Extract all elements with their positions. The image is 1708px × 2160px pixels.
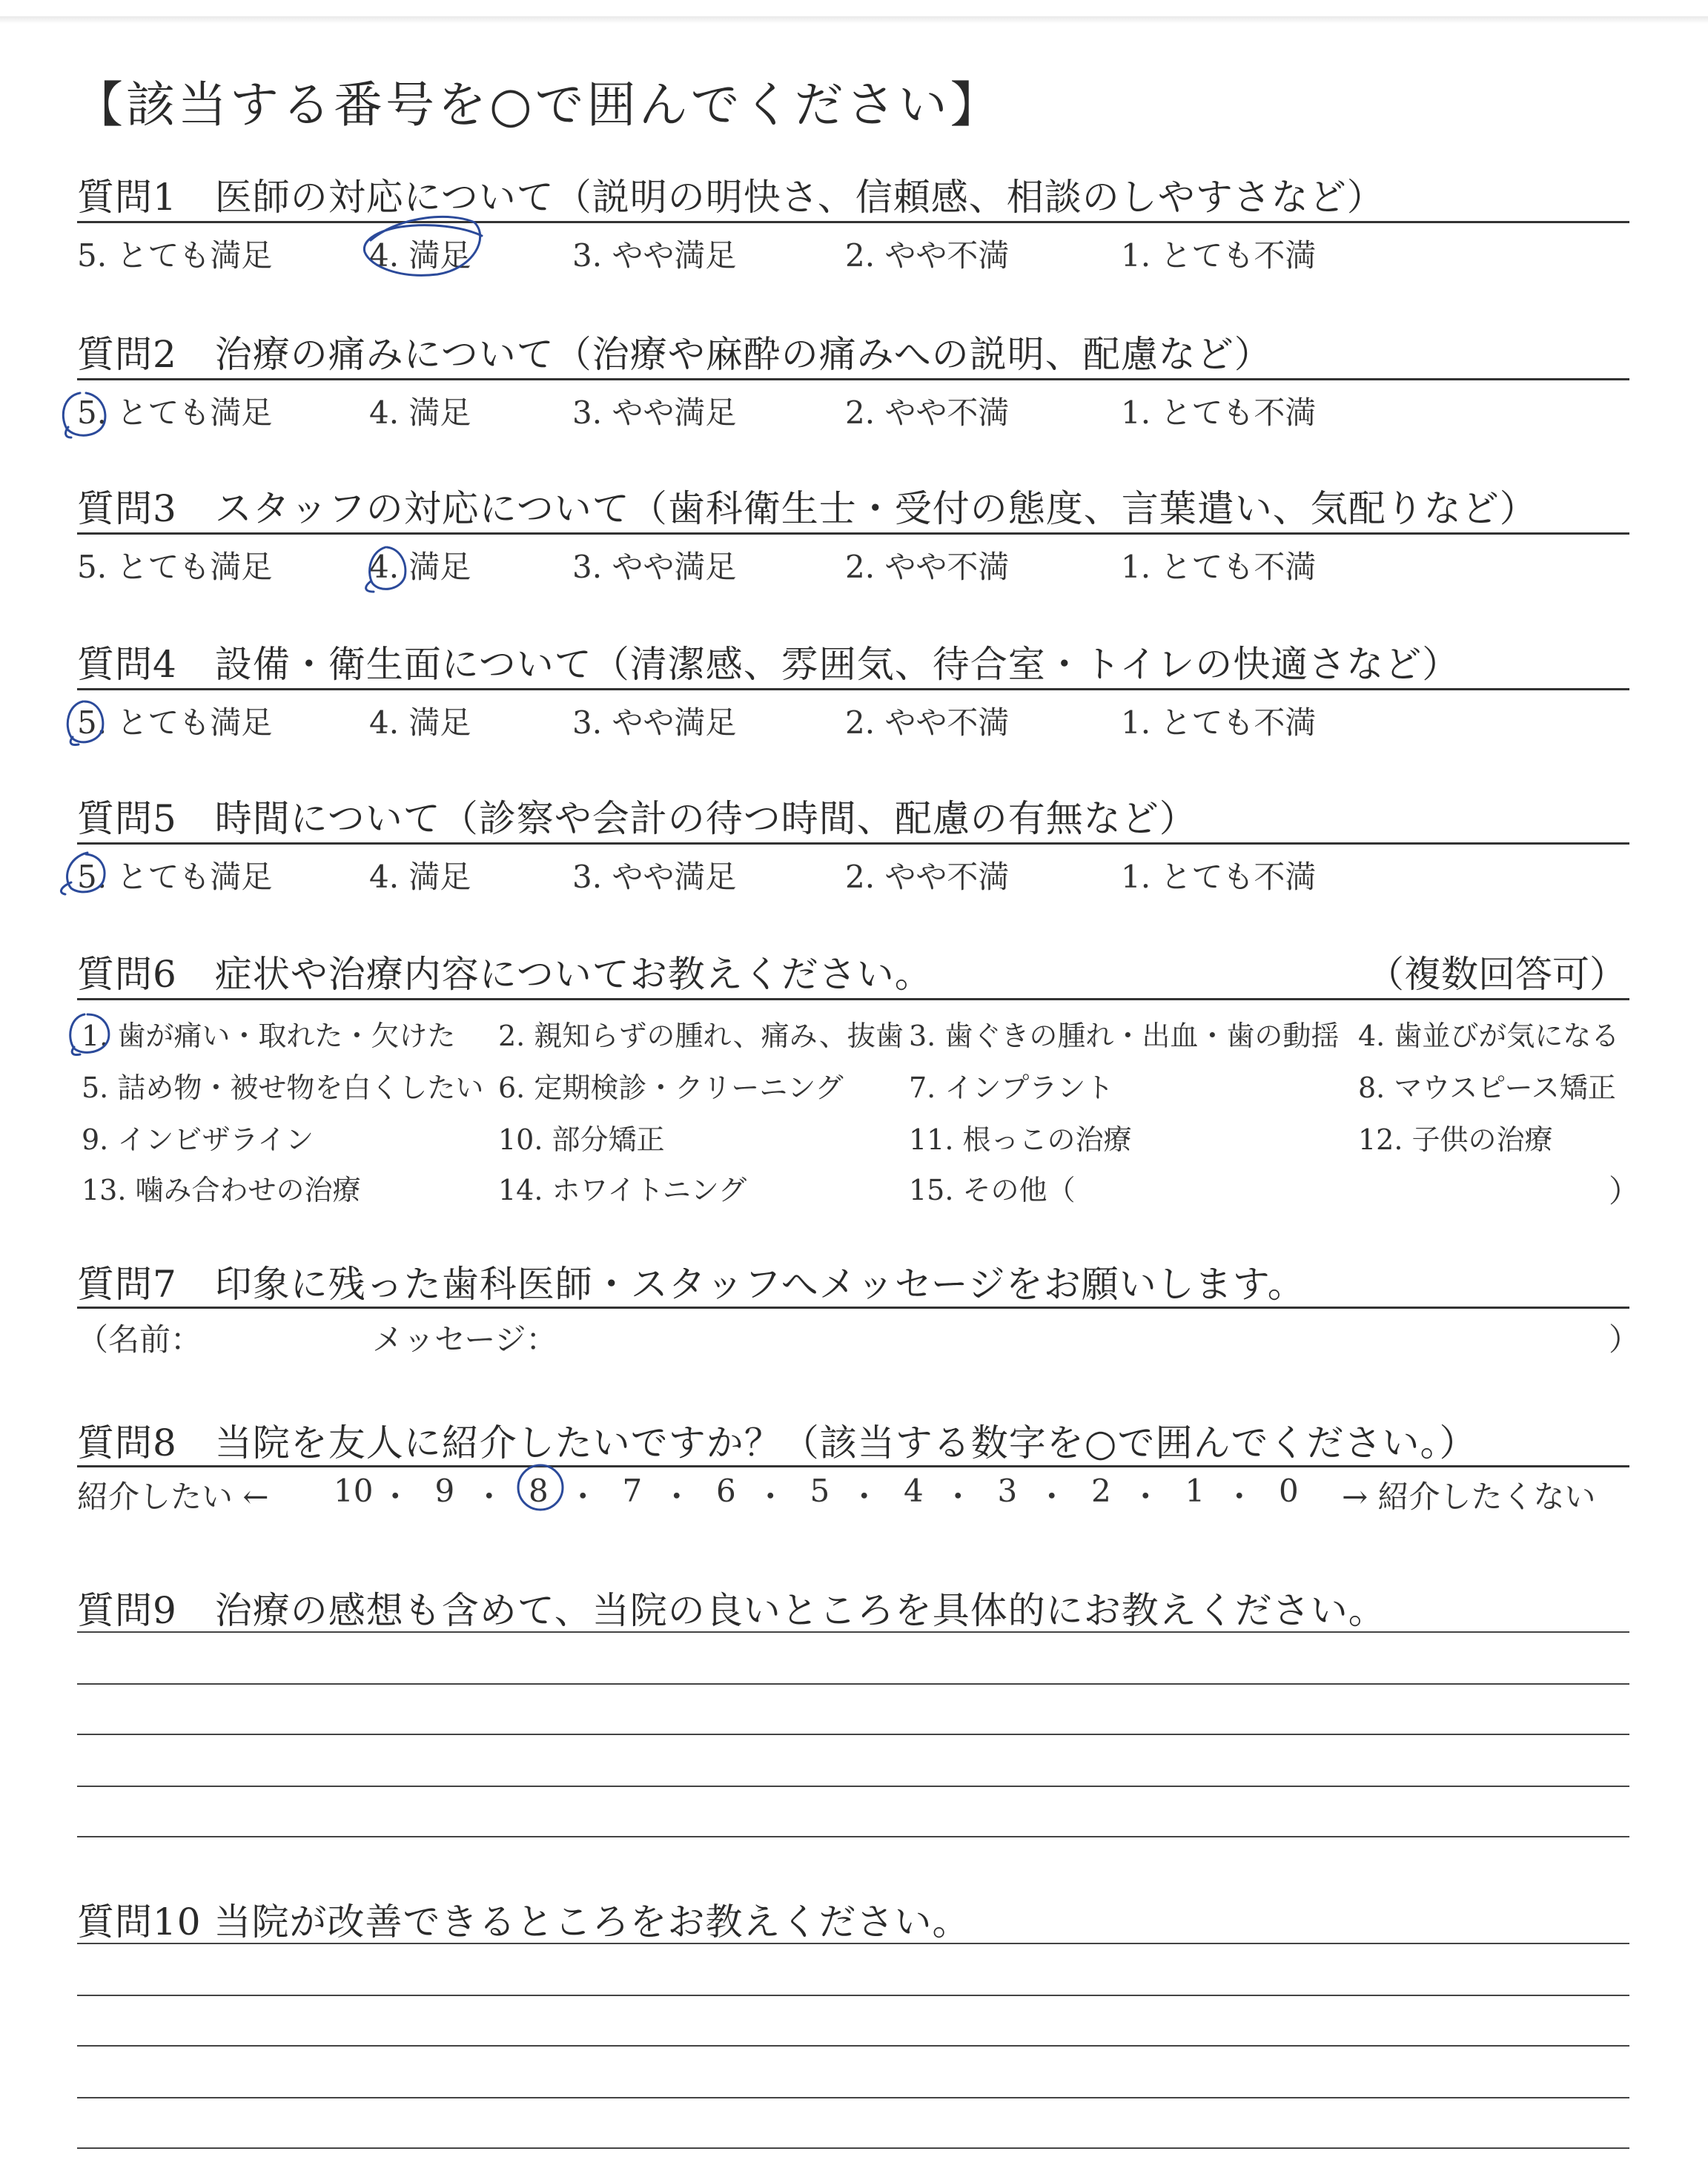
q4-option-3[interactable]: 3. やや満足 (572, 704, 737, 741)
q3-title: 質問3 スタッフの対応について（歯科衛生士・受付の態度、言葉遣い、気配りなど） (77, 487, 1537, 530)
q9-answer-line[interactable] (77, 1683, 1629, 1685)
q8-scale-7[interactable]: 7 (622, 1473, 643, 1509)
q7-name-label: （名前： (77, 1321, 202, 1358)
q5-option-4[interactable]: 4. 満足 (369, 859, 471, 895)
q5-option-5[interactable]: 5. とても満足 (77, 859, 273, 895)
q6-option-2[interactable]: 2. 親知らずの腫れ、痛み、抜歯 (498, 1020, 904, 1052)
q7-rule (77, 1307, 1629, 1309)
q7-message-label: メッセージ： (372, 1321, 557, 1358)
q3-option-2[interactable]: 2. やや不満 (845, 549, 1010, 585)
q2-option-4[interactable]: 4. 満足 (369, 394, 471, 431)
q4-rule (77, 688, 1629, 690)
q8-scale-2[interactable]: 2 (1091, 1473, 1111, 1509)
instruction-heading: 【該当する番号を○で囲んでください】 (74, 76, 1002, 133)
q8-scale-separator: ・ (473, 1479, 505, 1515)
q5-option-3[interactable]: 3. やや満足 (572, 859, 737, 895)
q6-title: 質問6 症状や治療内容についてお教えください。 (77, 953, 933, 996)
q3-rule (77, 532, 1629, 535)
q1-option-2[interactable]: 2. やや不満 (845, 237, 1010, 274)
q5-title: 質問5 時間について（診察や会計の待つ時間、配慮の有無など） (77, 797, 1197, 840)
q2-option-5[interactable]: 5. とても満足 (77, 394, 273, 431)
q2-option-1[interactable]: 1. とても不満 (1121, 394, 1317, 431)
q8-scale-0[interactable]: 0 (1279, 1473, 1299, 1509)
q2-rule (77, 378, 1629, 380)
q6-option-12[interactable]: 12. 子供の治療 (1358, 1123, 1553, 1156)
q5-option-1[interactable]: 1. とても不満 (1121, 859, 1317, 895)
q4-title: 質問4 設備・衛生面について（清潔感、雰囲気、待合室・トイレの快適さなど） (77, 643, 1460, 686)
q1-option-4[interactable]: 4. 満足 (369, 237, 471, 274)
q8-scale-separator: ・ (661, 1479, 692, 1515)
q10-title: 質問10 当院が改善できるところをお教えください。 (77, 1900, 970, 1943)
q8-scale-separator: ・ (755, 1479, 787, 1515)
q1-option-5[interactable]: 5. とても満足 (77, 237, 273, 274)
q6-option-6[interactable]: 6. 定期検診・クリーニング (498, 1071, 844, 1104)
q2-option-2[interactable]: 2. やや不満 (845, 394, 1010, 431)
q10-answer-line[interactable] (77, 1995, 1629, 1996)
q10-answer-line[interactable] (77, 2045, 1629, 2047)
q8-scale-separator: ・ (1036, 1479, 1068, 1515)
q8-scale-10[interactable]: 10 (334, 1473, 374, 1509)
q8-scale-separator: ・ (942, 1479, 974, 1515)
q6-option-3[interactable]: 3. 歯ぐきの腫れ・出血・歯の動揺 (909, 1020, 1340, 1052)
q5-option-2[interactable]: 2. やや不満 (845, 859, 1010, 895)
q6-option-9[interactable]: 9. インビザライン (82, 1123, 314, 1156)
q9-answer-line[interactable] (77, 1786, 1629, 1787)
q7-close-paren: ） (1609, 1321, 1641, 1358)
q8-scale-separator: ・ (1130, 1479, 1162, 1515)
q8-scale-separator: ・ (848, 1479, 880, 1515)
q8-scale-9[interactable]: 9 (434, 1473, 455, 1509)
q8-scale-separator: ・ (1223, 1479, 1255, 1515)
q6-option-15[interactable]: 15. その他（ (909, 1174, 1076, 1206)
q1-title: 質問1 医師の対応について（説明の明快さ、信頼感、相談のしやすさなど） (77, 176, 1385, 219)
q6-option-1[interactable]: 1. 歯が痛い・取れた・欠けた (82, 1020, 456, 1052)
q8-scale-separator: ・ (567, 1479, 599, 1515)
q1-option-1[interactable]: 1. とても不満 (1121, 237, 1317, 274)
q4-option-1[interactable]: 1. とても不満 (1121, 704, 1317, 741)
q9-title: 質問9 治療の感想も含めて、当院の良いところを具体的にお教えください。 (77, 1589, 1386, 1632)
q7-title: 質問7 印象に残った歯科医師・スタッフへメッセージをお願いします。 (77, 1263, 1305, 1306)
q1-option-3[interactable]: 3. やや満足 (572, 237, 737, 274)
q8-scale-3[interactable]: 3 (997, 1473, 1018, 1509)
q9-answer-line[interactable] (77, 1734, 1629, 1735)
q3-option-4[interactable]: 4. 満足 (369, 549, 471, 585)
q6-option-5[interactable]: 5. 詰め物・被せ物を白くしたい (82, 1071, 484, 1104)
q6-option-13[interactable]: 13. 噛み合わせの治療 (82, 1174, 361, 1206)
q8-scale-5[interactable]: 5 (810, 1473, 830, 1509)
q8-scale-1[interactable]: 1 (1185, 1473, 1205, 1509)
q2-title: 質問2 治療の痛みについて（治療や麻酔の痛みへの説明、配慮など） (77, 333, 1272, 376)
q6-option-7[interactable]: 7. インプラント (909, 1071, 1114, 1104)
q3-option-5[interactable]: 5. とても満足 (77, 549, 273, 585)
q1-rule (77, 221, 1629, 223)
q6-multiple-answer-note: （複数回答可） (1367, 953, 1626, 996)
q5-rule (77, 842, 1629, 845)
scan-edge-shadow (0, 16, 1708, 24)
q9-answer-line[interactable] (77, 1631, 1629, 1633)
q10-answer-line[interactable] (77, 1943, 1629, 1944)
q3-option-1[interactable]: 1. とても不満 (1121, 549, 1317, 585)
q8-scale-8[interactable]: 8 (529, 1473, 549, 1509)
q6-option-4[interactable]: 4. 歯並びが気になる (1358, 1020, 1620, 1052)
q8-title: 質問8 当院を友人に紹介したいですか？（該当する数字を○で囲んでください。） (77, 1421, 1477, 1464)
q6-option-8[interactable]: 8. マウスピース矯正 (1358, 1071, 1616, 1104)
q2-option-3[interactable]: 3. やや満足 (572, 394, 737, 431)
q3-option-3[interactable]: 3. やや満足 (572, 549, 737, 585)
q9-answer-line[interactable] (77, 1836, 1629, 1837)
q8-rule (77, 1465, 1629, 1467)
q6-option-14[interactable]: 14. ホワイトニング (498, 1174, 747, 1206)
q6-option-11[interactable]: 11. 根っこの治療 (909, 1123, 1132, 1156)
q8-scale-6[interactable]: 6 (716, 1473, 736, 1509)
q4-option-4[interactable]: 4. 満足 (369, 704, 471, 741)
q8-left-label: 紹介したい ← (77, 1479, 269, 1515)
q8-right-label: → 紹介したくない (1342, 1479, 1596, 1515)
q8-scale-separator: ・ (380, 1479, 411, 1515)
q10-answer-line[interactable] (77, 2097, 1629, 2098)
q6-other-close-paren: ） (1609, 1173, 1641, 1209)
q6-rule (77, 998, 1629, 1000)
q4-option-5[interactable]: 5. とても満足 (77, 704, 273, 741)
q4-option-2[interactable]: 2. やや不満 (845, 704, 1010, 741)
q8-scale-4[interactable]: 4 (904, 1473, 924, 1509)
q10-answer-line[interactable] (77, 2147, 1629, 2149)
q6-option-10[interactable]: 10. 部分矯正 (498, 1123, 665, 1156)
